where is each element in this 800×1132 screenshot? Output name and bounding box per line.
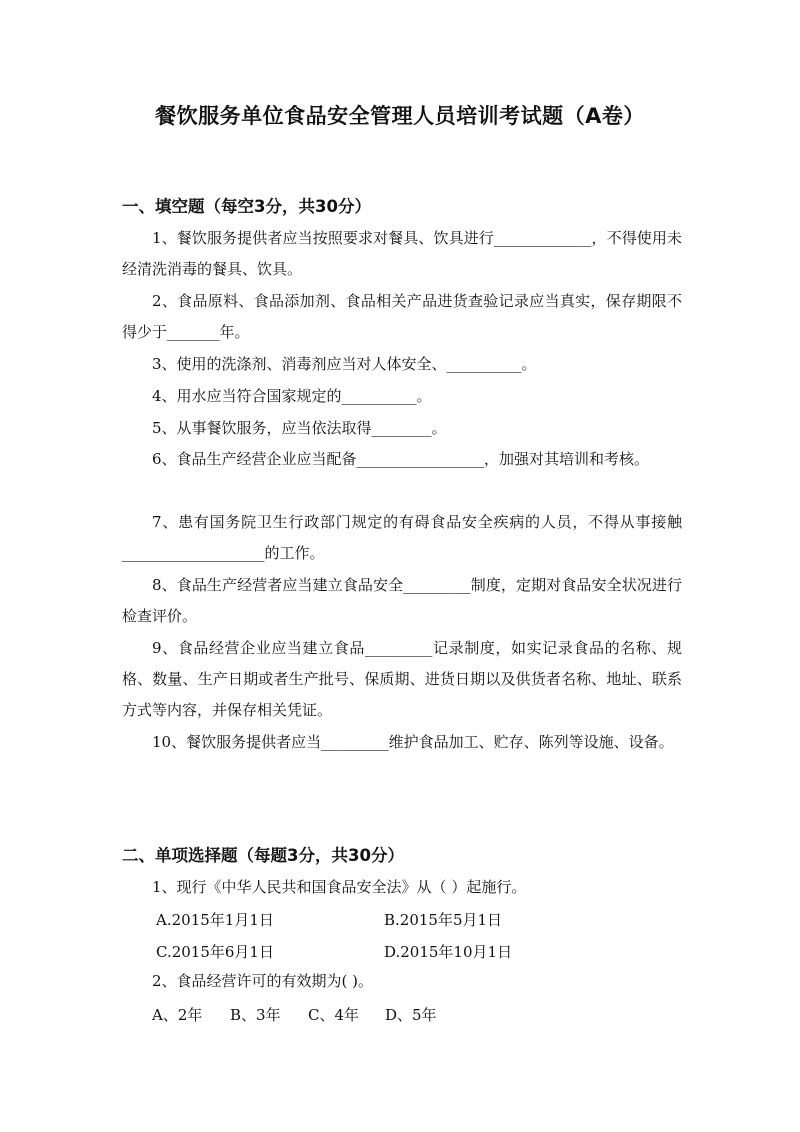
choice-option-c: C、4年 xyxy=(308,1006,360,1024)
choice-question-1: 1、现行《中华人民共和国食品安全法》从（ ）起施行。 xyxy=(152,878,527,896)
choice-option-c: C.2015年6月1日 xyxy=(156,943,274,961)
question-5: 5、从事餐饮服务，应当依法取得________。 xyxy=(152,419,447,437)
choice-option-b: B、3年 xyxy=(230,1006,281,1024)
page-title: 餐饮服务单位食品安全管理人员培训考试题（A卷） xyxy=(155,104,645,128)
question-4: 4、用水应当符合国家规定的__________。 xyxy=(152,387,432,405)
question-7: 7、患有国务院卫生行政部门规定的有碍食品安全疾病的人员，不得从事接触___________________的工作。 xyxy=(122,513,682,562)
choice-question-2: 2、食品经营许可的有效期为( )。 xyxy=(152,972,374,990)
section1-heading: 一、填空题（每空3分，共30分） xyxy=(122,197,371,216)
question-2: 2、食品原料、食品添加剂、食品相关产品进货查验记录应当真实，保存期限不得少于_______年。 xyxy=(122,292,682,341)
choice-option-d: D.2015年10月1日 xyxy=(384,943,513,961)
question-3: 3、使用的洗涤剂、消毒剂应当对人体安全、__________。 xyxy=(152,355,537,373)
choice-option-a: A、2年 xyxy=(152,1006,203,1024)
section2-heading: 二、单项选择题（每题3分，共30分） xyxy=(122,846,404,865)
question-10: 10、餐饮服务提供者应当_________维护食品加工、贮存、陈列等设施、设备。 xyxy=(152,733,674,751)
choice-option-a: A.2015年1月1日 xyxy=(156,911,274,929)
question-6: 6、食品生产经营企业应当配备_________________，加强对其培训和考核。 xyxy=(152,450,650,468)
question-1: 1、餐饮服务提供者应当按照要求对餐具、饮具进行_____________，不得使用未经清洗消毒的餐具、饮具。 xyxy=(122,229,682,278)
question-8: 8、食品生产经营者应当建立食品安全_________制度，定期对食品安全状况进行检查评价。 xyxy=(122,576,682,625)
question-9: 9、食品经营企业应当建立食品_________记录制度，如实记录食品的名称、规格、数量、生产日期或者生产批号、保质期、进货日期以及供货者名称、地址、联系方式等内容，并保存相关凭证。 xyxy=(122,639,682,719)
choice-option-d: D、5年 xyxy=(385,1006,437,1024)
choice-option-b: B.2015年5月1日 xyxy=(384,911,503,929)
